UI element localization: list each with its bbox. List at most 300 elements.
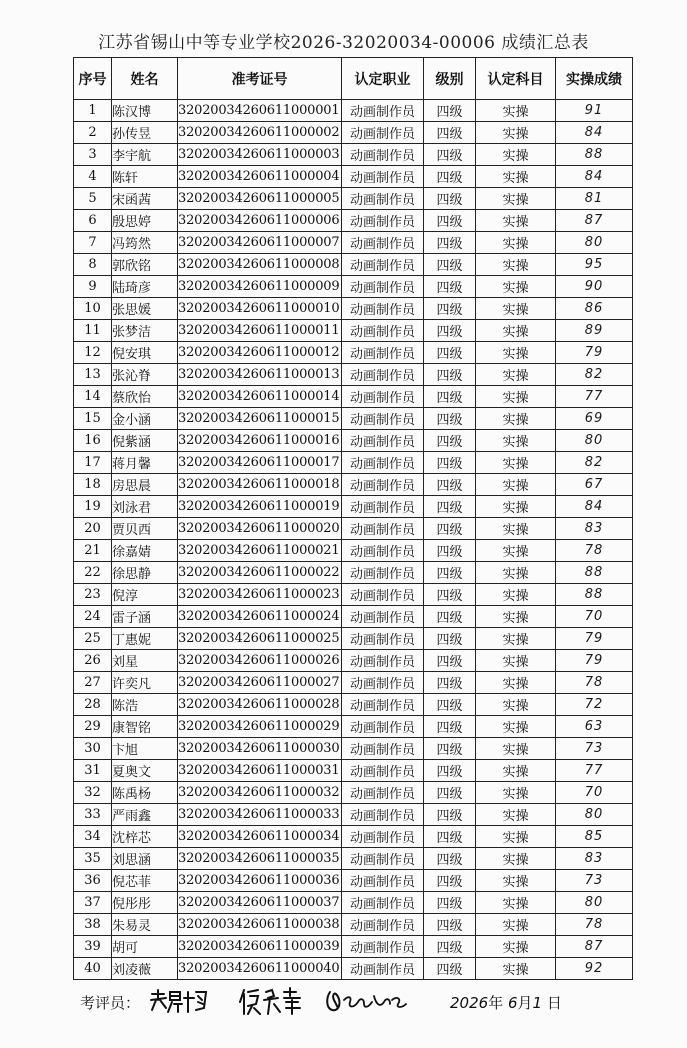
cell-name: 蔡欣怡 [112,386,178,408]
table-row [74,518,633,540]
cell-no: 32 [74,782,112,804]
cell-score: 87 [556,210,633,232]
cell-occupation: 动画制作员 [342,672,424,694]
table-body [74,100,633,980]
cell-score: 63 [556,716,633,738]
cell-occupation: 动画制作员 [342,232,424,254]
cell-subject: 实操 [476,782,556,804]
cell-exam-id: 32020034260611000024 [178,606,342,628]
cell-level: 四级 [424,540,476,562]
cell-score: 87 [556,936,633,958]
cell-subject: 实操 [476,540,556,562]
table-row [74,584,633,606]
cell-name: 康智铭 [112,716,178,738]
date-day-suffix: 日 [546,994,562,1012]
cell-occupation: 动画制作员 [342,892,424,914]
cell-no: 38 [74,914,112,936]
cell-level: 四级 [424,518,476,540]
cell-score: 86 [556,298,633,320]
cell-exam-id: 32020034260611000009 [178,276,342,298]
cell-exam-id: 32020034260611000032 [178,782,342,804]
cell-occupation: 动画制作员 [342,914,424,936]
table-row [74,452,633,474]
table-row [74,936,633,958]
table-row [74,386,633,408]
cell-exam-id: 32020034260611000011 [178,320,342,342]
cell-exam-id: 32020034260611000027 [178,672,342,694]
table-row [74,606,633,628]
cell-exam-id: 32020034260611000038 [178,914,342,936]
cell-level: 四级 [424,914,476,936]
cell-subject: 实操 [476,210,556,232]
cell-subject: 实操 [476,144,556,166]
cell-exam-id: 32020034260611000019 [178,496,342,518]
table-row [74,100,633,122]
cell-no: 10 [74,298,112,320]
cell-score: 84 [556,122,633,144]
cell-level: 四级 [424,408,476,430]
signature-3 [324,986,410,1016]
cell-exam-id: 32020034260611000035 [178,848,342,870]
cell-name: 陆琦彦 [112,276,178,298]
cell-no: 33 [74,804,112,826]
cell-no: 36 [74,870,112,892]
cell-subject: 实操 [476,364,556,386]
table-row [74,628,633,650]
table-row [74,672,633,694]
cell-score: 92 [556,958,633,980]
cell-occupation: 动画制作员 [342,848,424,870]
cell-exam-id: 32020034260611000033 [178,804,342,826]
cell-occupation: 动画制作员 [342,760,424,782]
cell-score: 80 [556,430,633,452]
cell-exam-id: 32020034260611000003 [178,144,342,166]
cell-subject: 实操 [476,606,556,628]
cell-level: 四级 [424,892,476,914]
cell-occupation: 动画制作员 [342,562,424,584]
table-row [74,408,633,430]
cell-no: 11 [74,320,112,342]
cell-score: 80 [556,804,633,826]
cell-score: 78 [556,672,633,694]
cell-subject: 实操 [476,936,556,958]
cell-score: 85 [556,826,633,848]
cell-subject: 实操 [476,320,556,342]
cell-level: 四级 [424,804,476,826]
cell-no: 40 [74,958,112,980]
cell-occupation: 动画制作员 [342,254,424,276]
cell-no: 19 [74,496,112,518]
cell-score: 89 [556,320,633,342]
cell-level: 四级 [424,122,476,144]
cell-name: 张沁脊 [112,364,178,386]
cell-subject: 实操 [476,122,556,144]
table-row [74,474,633,496]
cell-level: 四级 [424,474,476,496]
cell-exam-id: 32020034260611000002 [178,122,342,144]
header-subject: 认定科目 [476,58,556,100]
cell-score: 73 [556,738,633,760]
table-row [74,496,633,518]
cell-subject: 实操 [476,650,556,672]
table-row [74,144,633,166]
cell-score: 88 [556,144,633,166]
cell-name: 沈梓芯 [112,826,178,848]
cell-subject: 实操 [476,452,556,474]
cell-name: 刘凌薇 [112,958,178,980]
cell-no: 26 [74,650,112,672]
cell-exam-id: 32020034260611000031 [178,760,342,782]
cell-name: 蒋月馨 [112,452,178,474]
cell-level: 四级 [424,738,476,760]
cell-level: 四级 [424,166,476,188]
cell-no: 34 [74,826,112,848]
cell-name: 倪淳 [112,584,178,606]
table-row [74,276,633,298]
cell-no: 35 [74,848,112,870]
cell-name: 徐嘉婧 [112,540,178,562]
table-row [74,914,633,936]
cell-exam-id: 32020034260611000029 [178,716,342,738]
cell-occupation: 动画制作员 [342,188,424,210]
cell-no: 28 [74,694,112,716]
cell-level: 四级 [424,364,476,386]
table-row [74,760,633,782]
cell-exam-id: 32020034260611000040 [178,958,342,980]
cell-score: 77 [556,386,633,408]
cell-subject: 实操 [476,496,556,518]
cell-no: 37 [74,892,112,914]
cell-occupation: 动画制作员 [342,628,424,650]
cell-occupation: 动画制作员 [342,474,424,496]
cell-occupation: 动画制作员 [342,540,424,562]
cell-score: 67 [556,474,633,496]
cell-occupation: 动画制作员 [342,122,424,144]
cell-level: 四级 [424,782,476,804]
date-month-suffix: 月 [517,994,533,1012]
cell-score: 81 [556,188,633,210]
cell-name: 丁惠妮 [112,628,178,650]
cell-name: 严雨鑫 [112,804,178,826]
signature-2 [238,986,308,1016]
score-table [73,57,633,980]
header-level: 级别 [424,58,476,100]
cell-score: 80 [556,232,633,254]
cell-exam-id: 32020034260611000010 [178,298,342,320]
cell-no: 21 [74,540,112,562]
cell-no: 29 [74,716,112,738]
cell-score: 70 [556,606,633,628]
cell-occupation: 动画制作员 [342,210,424,232]
cell-occupation: 动画制作员 [342,496,424,518]
cell-exam-id: 32020034260611000021 [178,540,342,562]
cell-level: 四级 [424,628,476,650]
cell-name: 陈禹杨 [112,782,178,804]
cell-occupation: 动画制作员 [342,386,424,408]
cell-exam-id: 32020034260611000014 [178,386,342,408]
cell-subject: 实操 [476,760,556,782]
cell-name: 倪安琪 [112,342,178,364]
cell-level: 四级 [424,584,476,606]
cell-level: 四级 [424,760,476,782]
cell-level: 四级 [424,672,476,694]
cell-score: 79 [556,650,633,672]
cell-score: 82 [556,452,633,474]
table-row [74,122,633,144]
cell-no: 9 [74,276,112,298]
table-row [74,364,633,386]
cell-score: 77 [556,760,633,782]
cell-no: 2 [74,122,112,144]
cell-exam-id: 32020034260611000025 [178,628,342,650]
cell-name: 倪芯菲 [112,870,178,892]
cell-level: 四级 [424,452,476,474]
cell-subject: 实操 [476,518,556,540]
cell-occupation: 动画制作员 [342,584,424,606]
cell-name: 张梦洁 [112,320,178,342]
cell-score: 88 [556,584,633,606]
cell-score: 82 [556,364,633,386]
table-row [74,892,633,914]
cell-level: 四级 [424,320,476,342]
cell-exam-id: 32020034260611000015 [178,408,342,430]
cell-occupation: 动画制作员 [342,320,424,342]
cell-score: 95 [556,254,633,276]
cell-score: 88 [556,562,633,584]
cell-subject: 实操 [476,386,556,408]
table-row [74,254,633,276]
cell-occupation: 动画制作员 [342,738,424,760]
cell-no: 12 [74,342,112,364]
cell-occupation: 动画制作员 [342,958,424,980]
cell-name: 金小涵 [112,408,178,430]
cell-score: 79 [556,342,633,364]
cell-occupation: 动画制作员 [342,100,424,122]
table-row [74,804,633,826]
cell-exam-id: 32020034260611000039 [178,936,342,958]
header-name: 姓名 [112,58,178,100]
cell-exam-id: 32020034260611000026 [178,650,342,672]
cell-subject: 实操 [476,914,556,936]
cell-level: 四级 [424,650,476,672]
cell-occupation: 动画制作员 [342,694,424,716]
cell-no: 18 [74,474,112,496]
table-row [74,650,633,672]
cell-exam-id: 32020034260611000008 [178,254,342,276]
cell-subject: 实操 [476,672,556,694]
cell-level: 四级 [424,298,476,320]
cell-no: 13 [74,364,112,386]
cell-name: 陈浩 [112,694,178,716]
cell-score: 78 [556,540,633,562]
cell-name: 冯筠然 [112,232,178,254]
cell-subject: 实操 [476,166,556,188]
cell-subject: 实操 [476,628,556,650]
examiner-label: 考评员： [80,994,141,1012]
cell-exam-id: 32020034260611000012 [178,342,342,364]
cell-name: 徐思静 [112,562,178,584]
cell-subject: 实操 [476,804,556,826]
cell-level: 四级 [424,716,476,738]
table-header-row [74,58,633,100]
cell-score: 83 [556,848,633,870]
cell-score: 69 [556,408,633,430]
cell-no: 30 [74,738,112,760]
table-row [74,826,633,848]
cell-level: 四级 [424,936,476,958]
table-row [74,782,633,804]
cell-no: 25 [74,628,112,650]
cell-name: 孙传昱 [112,122,178,144]
cell-exam-id: 32020034260611000017 [178,452,342,474]
table-row [74,166,633,188]
cell-occupation: 动画制作员 [342,870,424,892]
cell-subject: 实操 [476,848,556,870]
cell-no: 5 [74,188,112,210]
cell-no: 22 [74,562,112,584]
cell-occupation: 动画制作员 [342,298,424,320]
sign-date [450,992,562,1013]
table-row [74,716,633,738]
cell-subject: 实操 [476,474,556,496]
date-day: 1 [532,994,543,1012]
cell-no: 31 [74,760,112,782]
cell-subject: 实操 [476,100,556,122]
cell-name: 宋函茜 [112,188,178,210]
cell-occupation: 动画制作员 [342,452,424,474]
cell-name: 张思媛 [112,298,178,320]
cell-level: 四级 [424,694,476,716]
cell-occupation: 动画制作员 [342,364,424,386]
cell-exam-id: 32020034260611000007 [178,232,342,254]
cell-no: 3 [74,144,112,166]
cell-level: 四级 [424,276,476,298]
table-row [74,848,633,870]
cell-score: 84 [556,166,633,188]
cell-subject: 实操 [476,430,556,452]
page-title: 江苏省锡山中等专业学校2026-32020034-00006 成绩汇总表 [98,33,589,53]
cell-occupation: 动画制作员 [342,342,424,364]
cell-subject: 实操 [476,584,556,606]
cell-level: 四级 [424,188,476,210]
header-occupation: 认定职业 [342,58,424,100]
cell-score: 70 [556,782,633,804]
cell-score: 79 [556,628,633,650]
cell-no: 14 [74,386,112,408]
cell-exam-id: 32020034260611000036 [178,870,342,892]
cell-exam-id: 32020034260611000013 [178,364,342,386]
cell-subject: 实操 [476,408,556,430]
cell-level: 四级 [424,430,476,452]
cell-level: 四级 [424,848,476,870]
cell-score: 78 [556,914,633,936]
cell-name: 房思晨 [112,474,178,496]
table-row [74,320,633,342]
cell-name: 卞旭 [112,738,178,760]
cell-occupation: 动画制作员 [342,804,424,826]
cell-no: 39 [74,936,112,958]
cell-exam-id: 32020034260611000023 [178,584,342,606]
cell-no: 20 [74,518,112,540]
cell-level: 四级 [424,144,476,166]
table-row [74,540,633,562]
table-row [74,298,633,320]
cell-name: 倪紫涵 [112,430,178,452]
cell-subject: 实操 [476,958,556,980]
cell-no: 23 [74,584,112,606]
table-row [74,870,633,892]
cell-name: 胡可 [112,936,178,958]
cell-level: 四级 [424,232,476,254]
cell-score: 80 [556,892,633,914]
date-year-suffix: 年 [488,994,504,1012]
cell-exam-id: 32020034260611000004 [178,166,342,188]
table-row [74,738,633,760]
cell-level: 四级 [424,958,476,980]
header-exam-id: 准考证号 [178,58,342,100]
cell-no: 8 [74,254,112,276]
cell-name: 陈轩 [112,166,178,188]
cell-no: 7 [74,232,112,254]
cell-name: 殷思婷 [112,210,178,232]
cell-subject: 实操 [476,562,556,584]
cell-level: 四级 [424,606,476,628]
cell-no: 24 [74,606,112,628]
cell-occupation: 动画制作员 [342,408,424,430]
cell-occupation: 动画制作员 [342,650,424,672]
cell-subject: 实操 [476,826,556,848]
cell-name: 李宇航 [112,144,178,166]
cell-name: 郭欣铭 [112,254,178,276]
cell-occupation: 动画制作员 [342,276,424,298]
cell-occupation: 动画制作员 [342,518,424,540]
cell-occupation: 动画制作员 [342,166,424,188]
cell-occupation: 动画制作员 [342,826,424,848]
cell-score: 84 [556,496,633,518]
cell-subject: 实操 [476,298,556,320]
cell-exam-id: 32020034260611000018 [178,474,342,496]
cell-subject: 实操 [476,232,556,254]
cell-level: 四级 [424,254,476,276]
cell-exam-id: 32020034260611000030 [178,738,342,760]
cell-exam-id: 32020034260611000022 [178,562,342,584]
cell-name: 夏奥文 [112,760,178,782]
cell-score: 90 [556,276,633,298]
cell-score: 72 [556,694,633,716]
cell-name: 朱易灵 [112,914,178,936]
cell-occupation: 动画制作员 [342,936,424,958]
cell-exam-id: 32020034260611000028 [178,694,342,716]
cell-occupation: 动画制作员 [342,430,424,452]
cell-occupation: 动画制作员 [342,716,424,738]
table-row [74,562,633,584]
signature-1 [148,986,210,1016]
cell-exam-id: 32020034260611000006 [178,210,342,232]
cell-subject: 实操 [476,342,556,364]
cell-exam-id: 32020034260611000037 [178,892,342,914]
cell-no: 4 [74,166,112,188]
date-year: 2026 [450,994,489,1012]
header-no: 序号 [74,58,112,100]
cell-subject: 实操 [476,892,556,914]
cell-score: 91 [556,100,633,122]
cell-subject: 实操 [476,738,556,760]
cell-name: 陈汉博 [112,100,178,122]
cell-score: 83 [556,518,633,540]
cell-no: 15 [74,408,112,430]
cell-name: 刘星 [112,650,178,672]
cell-level: 四级 [424,562,476,584]
